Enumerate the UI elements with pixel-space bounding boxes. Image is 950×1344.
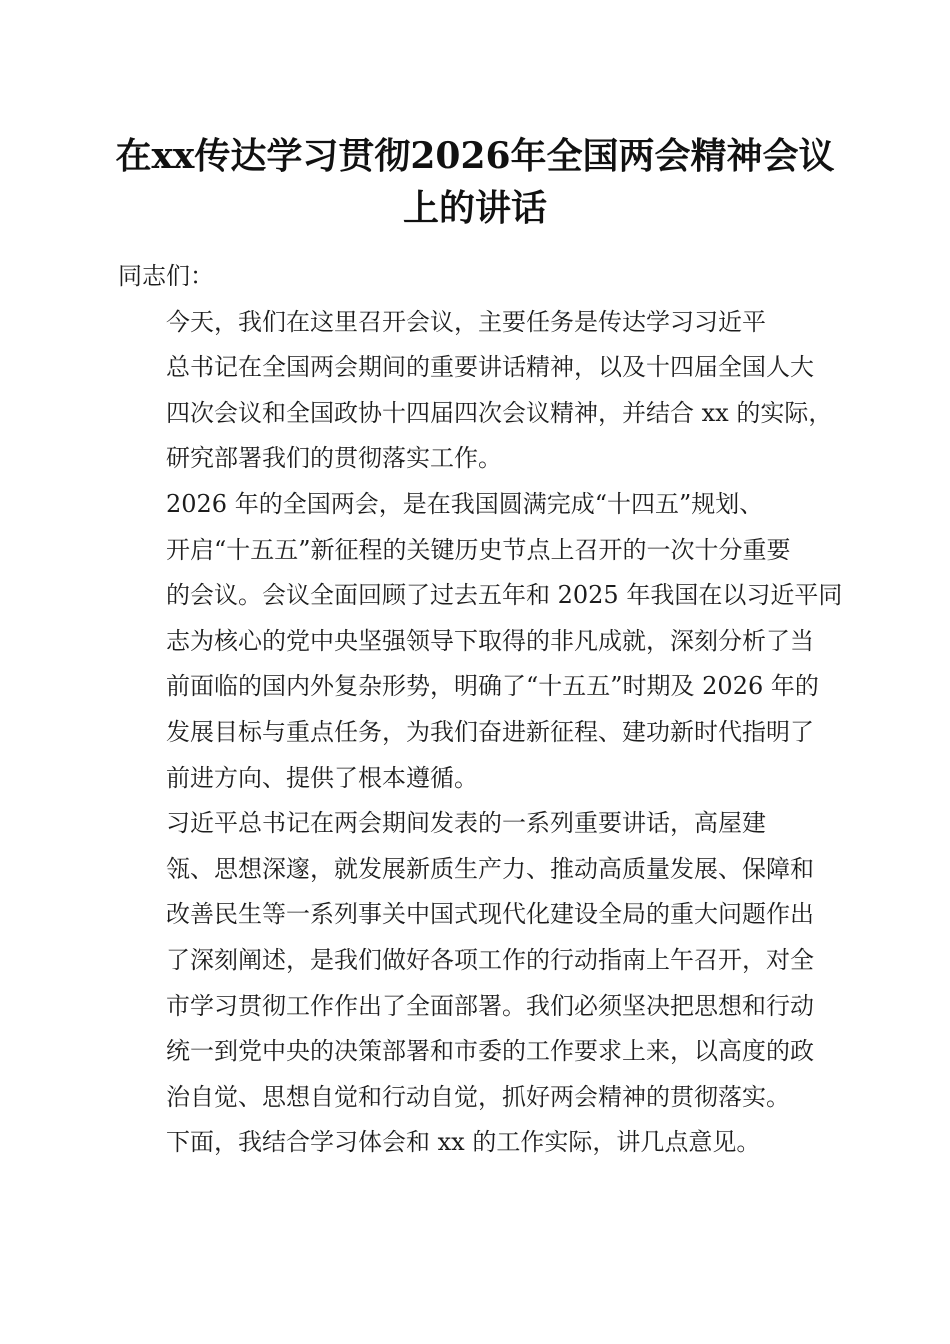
paragraph-line: 前进方向、提供了根本遵循。 <box>166 763 478 792</box>
paragraph-line: 总书记在全国两会期间的重要讲话精神，以及十四届全国人大 <box>166 353 814 382</box>
paragraph-line: 治自觉、思想自觉和行动自觉，抓好两会精神的贯彻落实。 <box>166 1082 790 1111</box>
paragraph-line: 四次会议和全国政协十四届四次会议精神，并结合 xx 的实际， <box>166 398 833 427</box>
title-line: 上的讲话 <box>402 187 547 229</box>
paragraph-outline <box>118 1120 824 1166</box>
paragraph-speeches <box>118 801 824 1120</box>
paragraph-line: 习近平总书记在两会期间发表的一系列重要讲话，高屋建 <box>166 809 766 838</box>
paragraph-line: 的会议。会议全面回顾了过去五年和 2025 年我国在以习近平同 <box>166 581 843 610</box>
paragraph-context <box>118 482 843 801</box>
paragraph-opening <box>118 300 833 482</box>
paragraph-line: 发展目标与重点任务，为我们奋进新征程、建功新时代指明了 <box>166 717 814 746</box>
document-title <box>110 130 840 234</box>
paragraph-line: 了深刻阐述，是我们做好各项工作的行动指南上午召开，对全 <box>166 945 814 974</box>
paragraph-line: 志为核心的党中央坚强领导下取得的非凡成就，深刻分析了当 <box>166 626 814 655</box>
paragraph-line: 前面临的国内外复杂形势，明确了“十五五”时期及 2026 年的 <box>166 672 819 701</box>
paragraph-line: 改善民生等一系列事关中国式现代化建设全局的重大问题作出 <box>166 900 814 929</box>
paragraph-line: 统一到党中央的决策部署和市委的工作要求上来，以高度的政 <box>166 1037 814 1066</box>
paragraph-line: 瓴、思想深邃，就发展新质生产力、推动高质量发展、保障和 <box>166 854 814 883</box>
paragraph-line: 研究部署我们的贯彻落实工作。 <box>166 444 502 473</box>
salutation: 同志们： <box>118 262 214 290</box>
paragraph-line: 2026 年的全国两会，是在我国圆满完成“十四五”规划、 <box>166 489 764 518</box>
paragraph-line: 今天，我们在这里召开会议，主要任务是传达学习习近平 <box>166 307 766 336</box>
title-line: 在xx传达学习贯彻2026年全国两会精神会议 <box>115 135 835 177</box>
document-body <box>118 254 843 1166</box>
paragraph-line: 开启“十五五”新征程的关键历史节点上召开的一次十分重要 <box>166 535 791 564</box>
paragraph-line: 市学习贯彻工作作出了全面部署。我们必须坚决把思想和行动 <box>166 991 814 1020</box>
paragraph-line: 下面，我结合学习体会和 xx 的工作实际，讲几点意见。 <box>166 1128 761 1157</box>
